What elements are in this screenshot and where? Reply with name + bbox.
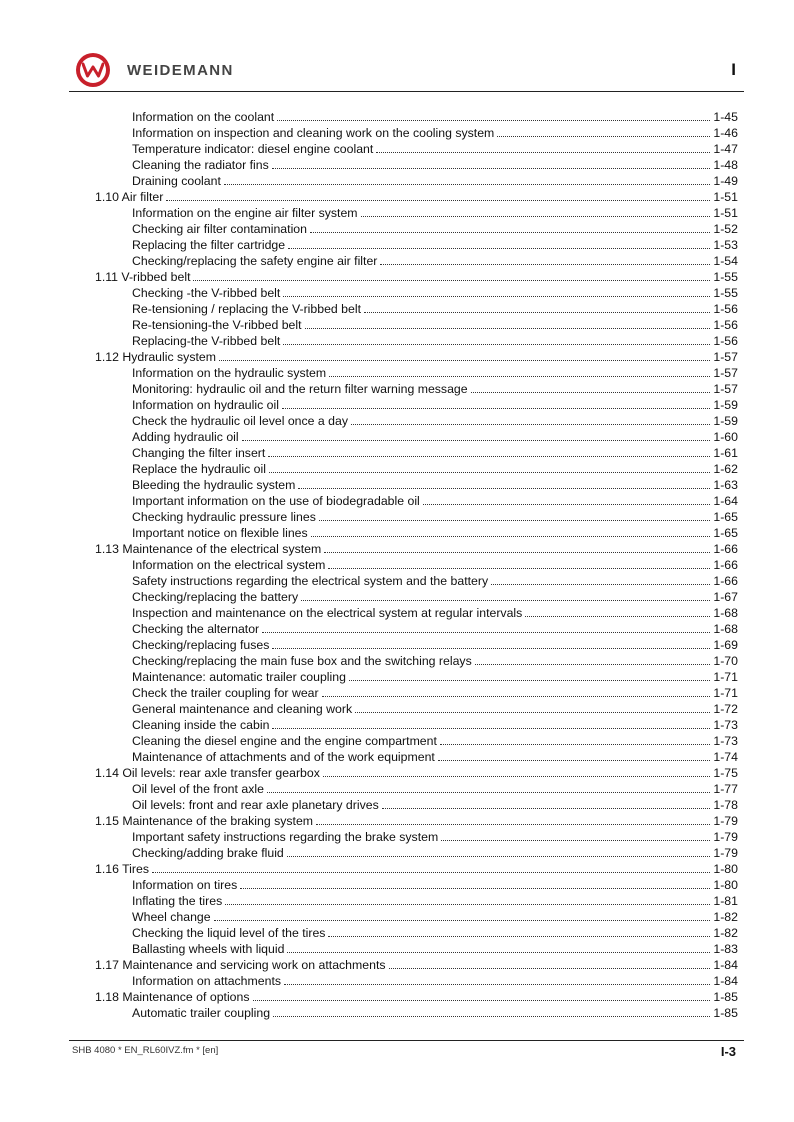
toc-entry[interactable] — [95, 477, 738, 493]
toc-dot-leader — [272, 639, 710, 649]
toc-entry[interactable] — [95, 253, 738, 269]
toc-entry[interactable] — [95, 365, 738, 381]
footer-page-number: I-3 — [720, 1044, 736, 1059]
toc-entry[interactable] — [95, 749, 738, 765]
toc-entry-page: 1-55 — [713, 286, 738, 300]
toc-entry[interactable] — [95, 349, 738, 365]
toc-entry-page: 1-69 — [713, 638, 738, 652]
toc-entry-title: 1.16 Tires — [95, 862, 149, 876]
section-id: I — [731, 60, 736, 79]
toc-dot-leader — [316, 815, 710, 825]
toc-entry[interactable] — [95, 541, 738, 557]
toc-entry-page: 1-55 — [713, 270, 738, 284]
toc-entry-page: 1-67 — [713, 590, 738, 604]
toc-dot-leader — [267, 783, 710, 793]
toc-entry-title: Cleaning the radiator fins — [132, 158, 269, 172]
toc-dot-leader — [282, 399, 710, 409]
toc-entry-page: 1-71 — [713, 686, 738, 700]
toc-dot-leader — [525, 607, 710, 617]
toc-entry-page: 1-75 — [713, 766, 738, 780]
toc-entry-page: 1-49 — [713, 174, 738, 188]
toc-entry-title: Replacing-the V-ribbed belt — [132, 334, 281, 348]
toc-entry[interactable] — [95, 685, 738, 701]
toc-entry-page: 1-56 — [713, 318, 738, 332]
toc-entry-title: Information on attachments — [132, 974, 282, 988]
toc-entry-title: Information on inspection and cleaning work on the cooling system — [132, 126, 495, 140]
toc-entry-title: Replace the hydraulic oil — [132, 462, 266, 476]
toc-entry[interactable] — [95, 637, 738, 653]
toc-dot-leader — [441, 831, 710, 841]
toc-entry[interactable] — [95, 845, 738, 861]
toc-dot-leader — [349, 671, 710, 681]
toc-entry[interactable] — [95, 173, 738, 189]
toc-dot-leader — [310, 223, 710, 233]
toc-entry-title: Adding hydraulic oil — [132, 430, 239, 444]
toc-entry-page: 1-45 — [713, 110, 738, 124]
toc-entry-page: 1-59 — [713, 414, 738, 428]
toc-entry-page: 1-48 — [713, 158, 738, 172]
toc-dot-leader — [284, 975, 710, 985]
toc-entry[interactable] — [95, 333, 738, 349]
toc-entry-title: Information on the coolant — [132, 110, 275, 124]
toc-entry[interactable] — [95, 925, 738, 941]
toc-dot-leader — [298, 479, 710, 489]
toc-entry-title: Check the hydraulic oil level once a day — [132, 414, 349, 428]
toc-entry-title: Information on the electrical system — [132, 558, 326, 572]
toc-dot-leader — [328, 559, 710, 569]
toc-entry[interactable] — [95, 893, 738, 909]
toc-dot-leader — [355, 703, 710, 713]
toc-entry-page: 1-74 — [713, 750, 738, 764]
toc-entry-page: 1-46 — [713, 126, 738, 140]
toc-entry-title: Maintenance of attachments and of the work equipment — [132, 750, 435, 764]
toc-entry-page: 1-53 — [713, 238, 738, 252]
toc-entry-page: 1-65 — [713, 510, 738, 524]
toc-entry-title: Information on tires — [132, 878, 238, 892]
toc-dot-leader — [376, 143, 710, 153]
toc-dot-leader — [272, 159, 711, 169]
toc-entry[interactable] — [95, 221, 738, 237]
toc-dot-leader — [491, 575, 710, 585]
toc-entry-title: Information on the hydraulic system — [132, 366, 327, 380]
toc-entry-page: 1-51 — [713, 206, 738, 220]
toc-entry-title: Cleaning the diesel engine and the engine compartment — [132, 734, 437, 748]
toc-entry[interactable] — [95, 621, 738, 637]
toc-entry[interactable] — [95, 605, 738, 621]
toc-entry-title: Ballasting wheels with liquid — [132, 942, 285, 956]
toc-entry[interactable] — [95, 653, 738, 669]
toc-dot-leader — [283, 287, 710, 297]
toc-entry-title: Checking/replacing the main fuse box and the switching relays — [132, 654, 472, 668]
toc-dot-leader — [152, 863, 710, 873]
toc-dot-leader — [273, 1007, 710, 1017]
toc-entry-page: 1-68 — [713, 622, 738, 636]
toc-entry-title: Important notice on flexible lines — [132, 526, 308, 540]
header-divider — [69, 91, 744, 92]
toc-entry-title: Changing the filter insert — [132, 446, 266, 460]
toc-dot-leader — [319, 511, 711, 521]
footer-file-reference: SHB 4080 * EN_RL60IVZ.fm * [en] — [72, 1045, 219, 1056]
toc-dot-leader — [272, 719, 710, 729]
toc-entry[interactable] — [95, 957, 738, 973]
toc-entry-page: 1-59 — [713, 398, 738, 412]
toc-entry-page: 1-79 — [713, 830, 738, 844]
toc-entry[interactable] — [95, 813, 738, 829]
toc-dot-leader — [351, 415, 710, 425]
toc-entry-title: Checking the alternator — [132, 622, 260, 636]
toc-entry[interactable] — [95, 701, 738, 717]
toc-dot-leader — [269, 463, 710, 473]
toc-entry-page: 1-60 — [713, 430, 738, 444]
toc-dot-leader — [225, 895, 710, 905]
toc-dot-leader — [253, 991, 711, 1001]
toc-entry[interactable] — [95, 941, 738, 957]
toc-entry[interactable] — [95, 317, 738, 333]
toc-dot-leader — [324, 543, 710, 553]
toc-entry-page: 1-61 — [713, 446, 738, 460]
toc-entry[interactable] — [95, 557, 738, 573]
toc-dot-leader — [193, 271, 710, 281]
toc-entry[interactable] — [95, 989, 738, 1005]
toc-entry-page: 1-72 — [713, 702, 738, 716]
toc-dot-leader — [283, 335, 710, 345]
toc-entry-page: 1-64 — [713, 494, 738, 508]
toc-entry-page: 1-57 — [713, 382, 738, 396]
toc-entry-page: 1-68 — [713, 606, 738, 620]
toc-entry[interactable] — [95, 733, 738, 749]
toc-dot-leader — [382, 799, 711, 809]
toc-entry[interactable] — [95, 1005, 738, 1021]
toc-entry-page: 1-66 — [713, 542, 738, 556]
toc-dot-leader — [305, 319, 711, 329]
toc-dot-leader — [438, 751, 711, 761]
weidemann-logo-icon — [76, 53, 110, 87]
toc-entry[interactable] — [95, 493, 738, 509]
toc-entry-title: Inspection and maintenance on the electrical system at regular intervals — [132, 606, 523, 620]
toc-entry-page: 1-66 — [713, 574, 738, 588]
toc-entry-page: 1-47 — [713, 142, 738, 156]
toc-dot-leader — [364, 303, 710, 313]
toc-entry[interactable] — [95, 141, 738, 157]
toc-entry[interactable] — [95, 445, 738, 461]
toc-dot-leader — [328, 927, 710, 937]
toc-entry-title: Checking -the V-ribbed belt — [132, 286, 281, 300]
toc-entry-title: Draining coolant — [132, 174, 221, 188]
toc-entry-page: 1-79 — [713, 846, 738, 860]
toc-entry[interactable] — [95, 157, 738, 173]
toc-entry[interactable] — [95, 413, 738, 429]
toc-dot-leader — [214, 911, 711, 921]
toc-entry-page: 1-73 — [713, 718, 738, 732]
toc-entry[interactable] — [95, 765, 738, 781]
toc-entry-title: 1.12 Hydraulic system — [95, 350, 216, 364]
toc-entry-title: 1.10 Air filter — [95, 190, 164, 204]
toc-entry-title: Wheel change — [132, 910, 211, 924]
toc-dot-leader — [262, 623, 710, 633]
toc-entry-page: 1-56 — [713, 302, 738, 316]
toc-entry[interactable] — [95, 205, 738, 221]
toc-entry-title: Bleeding the hydraulic system — [132, 478, 296, 492]
toc-entry[interactable] — [95, 189, 738, 205]
toc-entry-title: 1.15 Maintenance of the braking system — [95, 814, 314, 828]
toc-dot-leader — [287, 847, 711, 857]
table-of-contents — [95, 109, 738, 1021]
toc-entry[interactable] — [95, 285, 738, 301]
toc-entry-page: 1-57 — [713, 366, 738, 380]
toc-dot-leader — [311, 527, 711, 537]
toc-entry[interactable] — [95, 461, 738, 477]
toc-entry-title: Checking/replacing the battery — [132, 590, 299, 604]
toc-dot-leader — [471, 383, 711, 393]
toc-dot-leader — [301, 591, 710, 601]
toc-entry-title: Replacing the filter cartridge — [132, 238, 286, 252]
toc-dot-leader — [224, 175, 711, 185]
toc-entry[interactable] — [95, 829, 738, 845]
toc-entry[interactable] — [95, 861, 738, 877]
toc-dot-leader — [277, 111, 710, 121]
toc-dot-leader — [440, 735, 710, 745]
toc-entry-page: 1-79 — [713, 814, 738, 828]
toc-dot-leader — [268, 447, 710, 457]
toc-entry-page: 1-63 — [713, 478, 738, 492]
toc-entry[interactable] — [95, 717, 738, 733]
toc-entry-page: 1-66 — [713, 558, 738, 572]
toc-entry-page: 1-57 — [713, 350, 738, 364]
toc-entry-page: 1-62 — [713, 462, 738, 476]
toc-dot-leader — [242, 431, 711, 441]
toc-entry-title: Oil level of the front axle — [132, 782, 264, 796]
toc-entry[interactable] — [95, 909, 738, 925]
toc-entry-page: 1-70 — [713, 654, 738, 668]
toc-entry-page: 1-85 — [713, 1006, 738, 1020]
toc-entry-title: Important information on the use of biodegradable oil — [132, 494, 420, 508]
toc-entry-title: Checking/replacing the safety engine air filter — [132, 254, 378, 268]
toc-entry-title: General maintenance and cleaning work — [132, 702, 353, 716]
toc-entry-title: Maintenance: automatic trailer coupling — [132, 670, 346, 684]
toc-entry-page: 1-52 — [713, 222, 738, 236]
toc-entry-title: 1.17 Maintenance and servicing work on attachments — [95, 958, 386, 972]
toc-entry-title: Monitoring: hydraulic oil and the return filter warning message — [132, 382, 468, 396]
toc-entry-title: Information on the engine air filter system — [132, 206, 358, 220]
toc-dot-leader — [166, 191, 710, 201]
toc-dot-leader — [329, 367, 710, 377]
toc-entry-title: 1.18 Maintenance of options — [95, 990, 250, 1004]
toc-entry-page: 1-84 — [713, 974, 738, 988]
logo-inner-disc — [80, 57, 106, 83]
toc-entry[interactable] — [95, 525, 738, 541]
toc-entry-page: 1-81 — [713, 894, 738, 908]
toc-entry-page: 1-80 — [713, 862, 738, 876]
toc-entry[interactable] — [95, 269, 738, 285]
toc-entry-page: 1-71 — [713, 670, 738, 684]
toc-entry[interactable] — [95, 973, 738, 989]
toc-entry-title: Cleaning inside the cabin — [132, 718, 270, 732]
toc-entry-title: Checking/replacing fuses — [132, 638, 270, 652]
footer-divider — [69, 1040, 744, 1041]
toc-entry-title: Checking/adding brake fluid — [132, 846, 284, 860]
toc-entry[interactable] — [95, 109, 738, 125]
toc-entry-title: 1.13 Maintenance of the electrical system — [95, 542, 322, 556]
toc-entry[interactable] — [95, 397, 738, 413]
toc-entry[interactable] — [95, 429, 738, 445]
toc-entry-title: Oil levels: front and rear axle planetary drives — [132, 798, 379, 812]
toc-entry[interactable] — [95, 877, 738, 893]
toc-dot-leader — [287, 943, 710, 953]
toc-dot-leader — [423, 495, 711, 505]
toc-entry-page: 1-54 — [713, 254, 738, 268]
toc-entry[interactable] — [95, 509, 738, 525]
toc-entry-title: Checking hydraulic pressure lines — [132, 510, 316, 524]
toc-entry-title: 1.14 Oil levels: rear axle transfer gearbox — [95, 766, 320, 780]
toc-dot-leader — [380, 255, 710, 265]
toc-entry-title: Checking the liquid level of the tires — [132, 926, 326, 940]
toc-dot-leader — [323, 767, 711, 777]
toc-entry[interactable] — [95, 669, 738, 685]
toc-dot-leader — [219, 351, 710, 361]
toc-entry-title: Re-tensioning / replacing the V-ribbed belt — [132, 302, 361, 316]
toc-entry-title: 1.11 V-ribbed belt — [95, 270, 191, 284]
toc-entry-title: Safety instructions regarding the electrical system and the battery — [132, 574, 489, 588]
brand-name: WEIDEMANN — [127, 62, 234, 79]
toc-entry-title: Re-tensioning-the V-ribbed belt — [132, 318, 302, 332]
toc-entry[interactable] — [95, 781, 738, 797]
toc-entry[interactable] — [95, 573, 738, 589]
toc-entry[interactable] — [95, 125, 738, 141]
toc-entry-page: 1-80 — [713, 878, 738, 892]
toc-entry-title: Important safety instructions regarding the brake system — [132, 830, 439, 844]
toc-entry-title: Temperature indicator: diesel engine coolant — [132, 142, 374, 156]
toc-dot-leader — [475, 655, 711, 665]
toc-entry-page: 1-85 — [713, 990, 738, 1004]
toc-entry-title: Inflating the tires — [132, 894, 223, 908]
toc-entry-page: 1-56 — [713, 334, 738, 348]
toc-entry[interactable] — [95, 589, 738, 605]
toc-entry-page: 1-65 — [713, 526, 738, 540]
toc-dot-leader — [240, 879, 710, 889]
toc-entry[interactable] — [95, 381, 738, 397]
toc-entry-page: 1-51 — [713, 190, 738, 204]
toc-dot-leader — [389, 959, 711, 969]
toc-dot-leader — [288, 239, 710, 249]
toc-entry-page: 1-78 — [713, 798, 738, 812]
toc-entry[interactable] — [95, 797, 738, 813]
toc-dot-leader — [322, 687, 711, 697]
w-letter-icon — [82, 62, 104, 78]
toc-entry-page: 1-77 — [713, 782, 738, 796]
toc-dot-leader — [497, 127, 710, 137]
toc-entry-title: Checking air filter contamination — [132, 222, 307, 236]
toc-entry-title: Check the trailer coupling for wear — [132, 686, 319, 700]
toc-entry-page: 1-82 — [713, 910, 738, 924]
toc-dot-leader — [361, 207, 711, 217]
toc-entry-page: 1-83 — [713, 942, 738, 956]
toc-entry-title: Information on hydraulic oil — [132, 398, 279, 412]
toc-entry-page: 1-82 — [713, 926, 738, 940]
toc-entry-page: 1-73 — [713, 734, 738, 748]
toc-entry[interactable] — [95, 301, 738, 317]
toc-entry-page: 1-84 — [713, 958, 738, 972]
toc-entry-title: Automatic trailer coupling — [132, 1006, 271, 1020]
toc-entry[interactable] — [95, 237, 738, 253]
